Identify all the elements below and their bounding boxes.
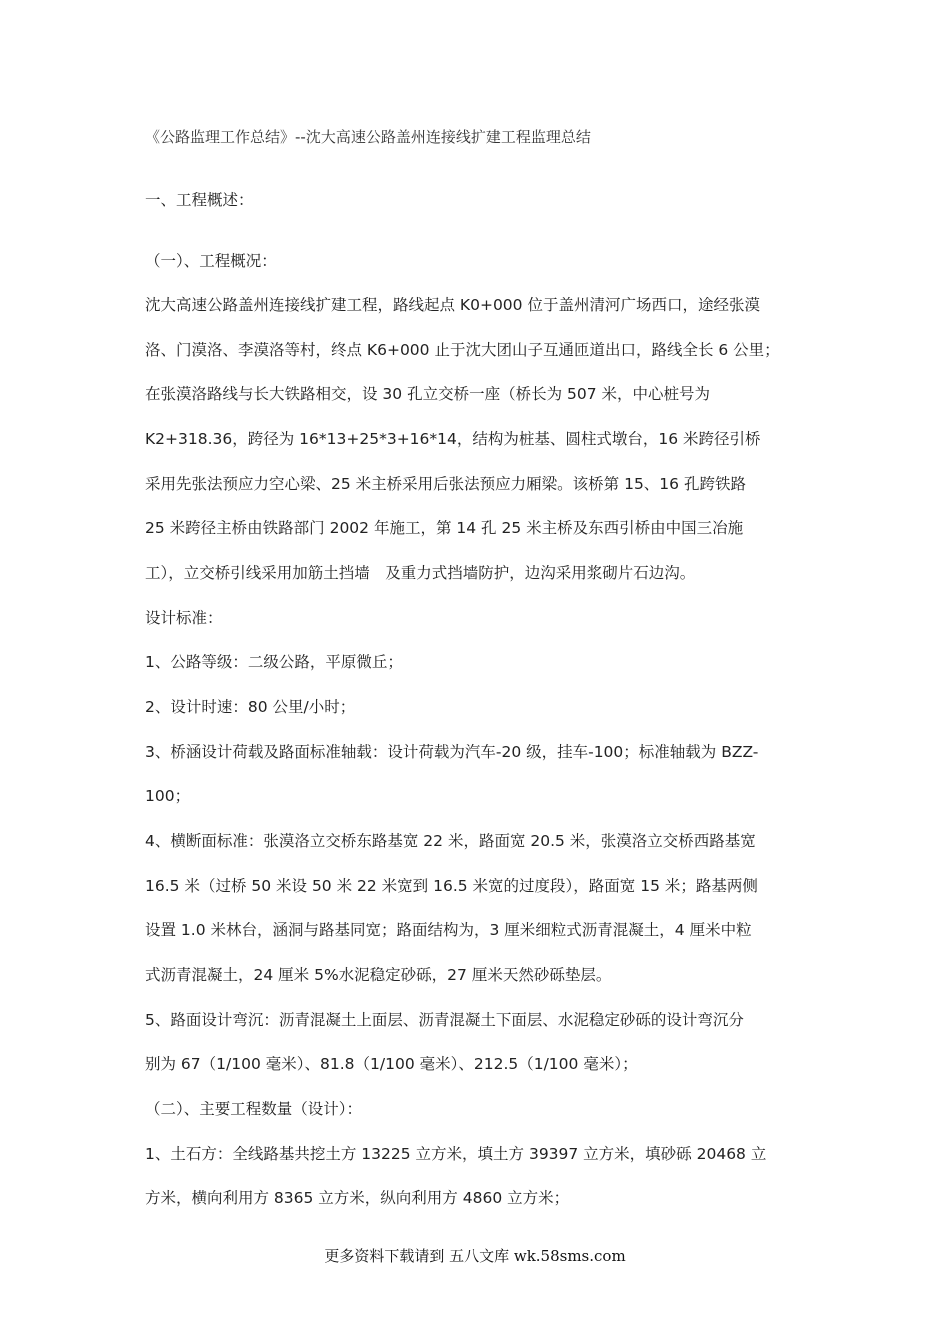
list-item: 5、路面设计弯沉：沥青混凝土上面层、沥青混凝土下面层、水泥稳定砂砾的设计弯沉分: [145, 1011, 744, 1029]
paragraph-line: 在张漠洛路线与长大铁路相交，设 30 孔立交桥一座（桥长为 507 米，中心桩号为: [145, 385, 711, 403]
paragraph-line: 洛、门漠洛、李漠洛等村，终点 K6+000 止于沈大团山子互通匝道出口，路线全长 6 公里；: [145, 341, 780, 359]
subsection-heading: （二）、主要工程数量（设计）：: [145, 1100, 363, 1118]
subsection-heading: （一）、工程概况：: [145, 252, 277, 270]
list-item: 设置 1.0 米林台，涵洞与路基同宽；路面结构为，3 厘米细粒式沥青混凝土，4 厘米中粒: [145, 921, 752, 939]
list-item: 别为 67（1/100 毫米）、81.8（1/100 毫米）、212.5（1/100 毫米）；: [145, 1055, 638, 1073]
document-title: 《公路监理工作总结》--沈大高速公路盖州连接线扩建工程监理总结: [145, 128, 591, 146]
list-item: 1、土石方：全线路基共挖土方 13225 立方米，填土方 39397 立方米，填砂砾 20468 立: [145, 1145, 767, 1163]
list-item: 3、桥涵设计荷载及路面标准轴载：设计荷载为汽车-20 级，挂车-100；标准轴载为 BZZ-: [145, 743, 759, 761]
section-heading: 一、工程概述：: [145, 191, 254, 209]
paragraph-line: 沈大高速公路盖州连接线扩建工程，路线起点 K0+000 位于盖州清河广场西口，途经张漠: [145, 296, 760, 314]
list-item: 4、横断面标准：张漠洛立交桥东路基宽 22 米，路面宽 20.5 米，张漠洛立交桥西路基宽: [145, 832, 756, 850]
paragraph-line: K2+318.36，跨径为 16*13+25*3+16*14，结构为桩基、圆柱式墩台，16 米跨径引桥: [145, 430, 761, 448]
list-item: 16.5 米（过桥 50 米设 50 米 22 米宽到 16.5 米宽的过度段），路面宽 15 米；路基两侧: [145, 877, 758, 895]
paragraph-line: 工），立交桥引线采用加筋土挡墙 及重力式挡墙防护，边沟采用浆砌片石边沟。: [145, 564, 696, 582]
list-item: 100；: [145, 787, 191, 805]
footer-watermark: 更多资料下载请到 五八文库 wk.58sms.com: [324, 1247, 626, 1265]
paragraph-line: 设计标准：: [145, 609, 223, 627]
paragraph-line: 采用先张法预应力空心梁、25 米主桥采用后张法预应力厢梁。该桥第 15、16 孔跨铁路: [145, 475, 746, 493]
list-item: 式沥青混凝土，24 厘米 5%水泥稳定砂砾，27 厘米天然砂砾垫层。: [145, 966, 612, 984]
list-item: 2、设计时速：80 公里/小时；: [145, 698, 356, 716]
list-item: 方米，横向利用方 8365 立方米，纵向利用方 4860 立方米；: [145, 1189, 570, 1207]
paragraph-line: 25 米跨径主桥由铁路部门 2002 年施工，第 14 孔 25 米主桥及东西引桥由中国三冶施: [145, 519, 744, 537]
list-item: 1、公路等级：二级公路，平原微丘；: [145, 653, 403, 671]
